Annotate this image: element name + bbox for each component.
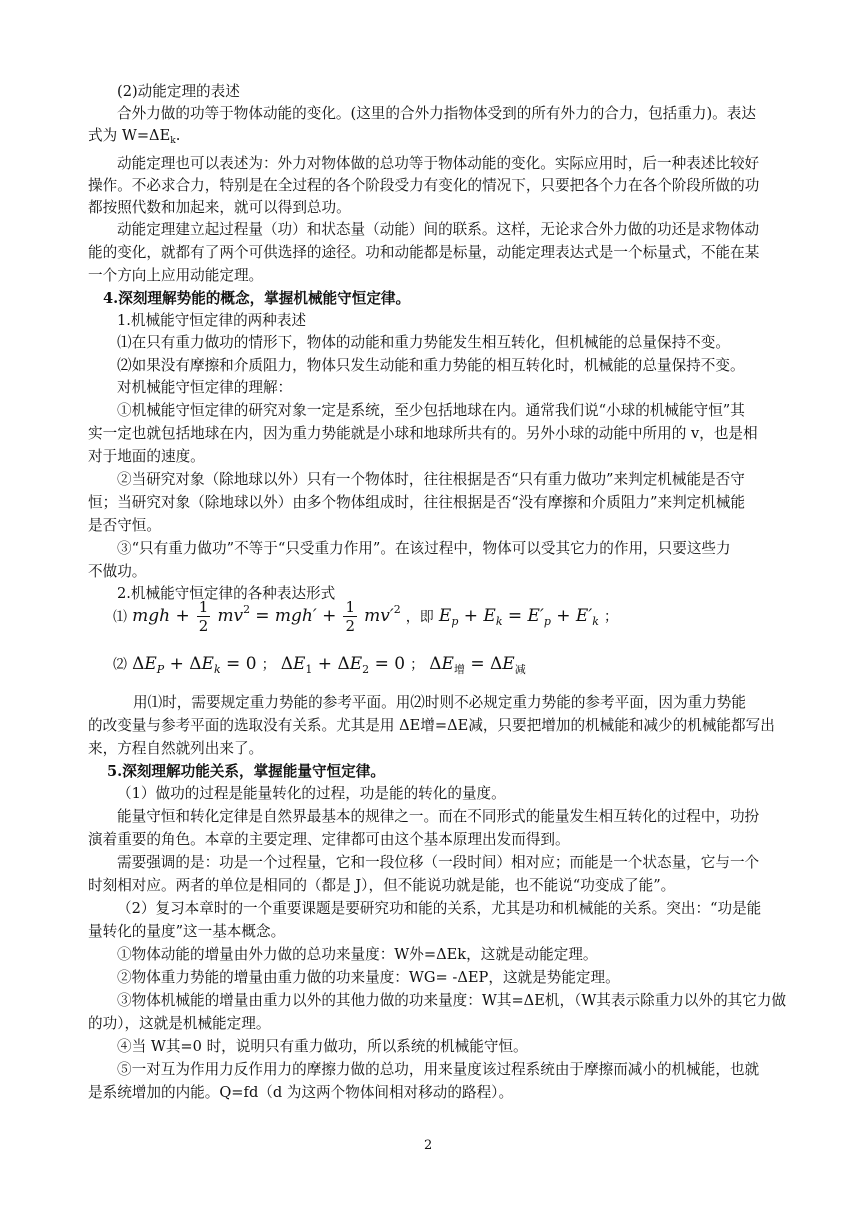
text-line: 演着重要的角色。本章的主要定理、定律都可由这个基本原理出发而得到。 [88,831,570,848]
formula-conservation-2: ⑵ $\Delta E_P + \Delta E_k = 0$ ； $\Delta E_1 + \Delta E_2 = 0$ ； $\Delta E_增 = \Delta E_减$ [113,654,526,676]
text-line: 2.机械能守恒定律的各种表达形式 [117,585,336,602]
text-line: ⑴在只有重力做功的情形下，物体的动能和重力势能发生相互转化，但机械能的总量保持不变。 [117,334,730,351]
text-line: 对于地面的速度。 [88,448,205,465]
text-line: 恒；当研究对象（除地球以外）由多个物体组成时，往往根据是否“没有摩擦和介质阻力”来判定机械能 [88,494,746,511]
text-line: ①机械能守恒定律的研究对象一定是系统，至少包括地球在内。通常我们说“小球的机械能守恒”其 [117,402,745,419]
text-line: 操作。不必求合力，特别是在全过程的各个阶段受力有变化的情况下，只要把各个力在各个阶段所做的功 [88,177,760,194]
text-line: 合外力做的功等于物体动能的变化。(这里的合外力指物体受到的所有外力的合力，包括重力)。表达 [117,105,756,122]
text-line: 动能定理建立起过程量（功）和状态量（动能）间的联系。这样，无论求合外力做的功还是求物体动 [117,221,760,238]
text-line: 不做功。 [88,563,147,580]
section-heading-4: 4.深刻理解势能的概念，掌握机械能守恒定律。 [103,290,411,307]
text-line: ①物体动能的增量由外力做的总功来量度：W外=ΔEk，这就是动能定理。 [117,946,598,963]
text-line: 的改变量与参考平面的选取没有关系。尤其是用 ΔE增=ΔE减，只要把增加的机械能和减少的机械能都写出 [88,717,775,734]
text-line: ⑤一对互为作用力反作用力的摩擦力做的总功，用来量度该过程系统由于摩擦而减小的机械能，也就 [117,1061,760,1078]
text-line: 是系统增加的内能。Q=fd（d 为这两个物体间相对移动的路程）。 [88,1084,514,1101]
text-line: 式为 $W=\Delta E_k$. [88,127,181,146]
text-line: 需要强调的是：功是一个过程量，它和一段位移（一段时间）相对应；而能是一个状态量，它与一个 [117,854,760,871]
text-line: ④当 W其=0 时，说明只有重力做功，所以系统的机械能守恒。 [117,1038,528,1055]
text-line: 是否守恒。 [88,517,161,534]
text-line: 时刻相对应。两者的单位是相同的（都是 J），但不能说功就是能，也不能说“功变成了能”。 [88,877,676,894]
text-line: 动能定理也可以表述为：外力对物体做的总功等于物体动能的变化。实际应用时，后一种表述比较好 [117,155,760,172]
subheading-kinetic-energy-theorem: (2)动能定理的表述 [117,83,240,100]
text-line: ②物体重力势能的增量由重力做的功来量度：WG= -ΔEP，这就是势能定理。 [117,969,620,986]
text-line: 都按照代数和加起来，就可以得到总功。 [88,199,351,216]
page-number: 2 [424,1138,433,1153]
text-line: ③物体机械能的增量由重力以外的其他力做的功来量度：W其=ΔE机，（W其表示除重力以外的其它力做 [117,992,787,1009]
text-line: ⑵如果没有摩擦和介质阻力，物体只发生动能和重力势能的相互转化时，机械能的总量保持不变。 [117,357,745,374]
text-line: （1）做功的过程是能量转化的过程，功是能的转化的量度。 [117,785,506,802]
text-line: 1.机械能守恒定律的两种表述 [117,312,307,329]
text-line: 量转化的量度”这一基本概念。 [88,923,286,940]
text-line: 能的变化，就都有了两个可供选择的途径。功和动能都是标量，动能定理表达式是一个标量式，不能在某 [88,244,760,261]
text-line: 一个方向上应用动能定理。 [88,267,264,284]
formula-conservation-1: ⑴ mgh + $\frac{1}{2}$ $mv^2 = mgh'$ + $\frac{1}{2}$ $mv'^2$ ，即 $E_p + E_k = E'_p + E'_k$ ； [113,598,618,635]
text-line: （2）复习本章时的一个重要课题是要研究功和能的关系，尤其是功和机械能的关系。突出：“功是能 [117,900,762,917]
text-line: 来，方程自然就列出来了。 [88,740,264,757]
text-line: 对机械能守恒定律的理解： [117,379,293,396]
text-line: 用⑴时，需要规定重力势能的参考平面。用⑵时则不必规定重力势能的参考平面，因为重力势能 [133,694,746,711]
text-line: 实一定也就包括地球在内，因为重力势能就是小球和地球所共有的。另外小球的动能中所用的 v，也是相 [88,425,758,442]
text-line: 的功），这就是机械能定理。 [88,1015,271,1032]
text-line: 能量守恒和转化定律是自然界最基本的规律之一。而在不同形式的能量发生相互转化的过程中，功扮 [117,808,760,825]
text-line: ③“只有重力做功”不等于“只受重力作用”。在该过程中，物体可以受其它力的作用，只要这些力 [117,540,731,557]
text-line: ②当研究对象（除地球以外）只有一个物体时，往往根据是否“只有重力做功”来判定机械能是否守 [117,471,745,488]
section-heading-5: 5.深刻理解功能关系，掌握能量守恒定律。 [107,763,385,780]
